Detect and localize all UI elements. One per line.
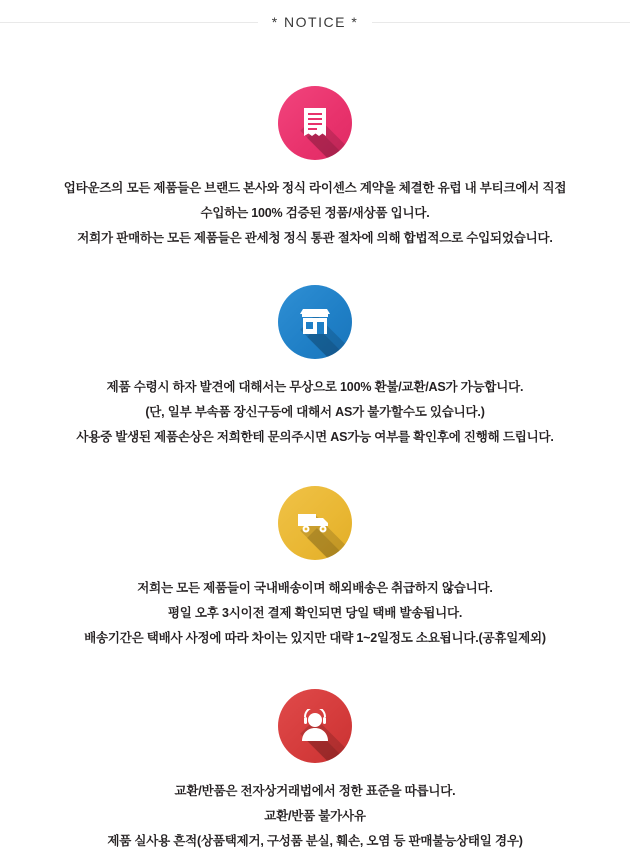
section-1-line-1: 업타운즈의 모든 제품들은 브랜드 본사와 정식 라이센스 계약을 체결한 유럽 내 부티크에서 직접 [63,181,567,195]
section-4-lines [0,779,630,854]
section-1-line-2: 수입하는 100% 검증된 정품/새상품 입니다. [200,206,430,220]
section-1-line-3: 저희가 판매하는 모든 제품들은 관세청 정식 통관 절차에 의해 합법적으로 수입되었습니다. [77,231,553,245]
section-3-line-3: 배송기간은 택배사 사정에 따라 차이는 있지만 대략 1~2일정도 소요됩니다.(공휴일제외) [84,631,546,645]
storefront-icon [278,285,352,359]
section-4-line-3: 제품 실사용 흔적(상품택제거, 구성품 분실, 훼손, 오염 등 판매불능상태일 경우) [107,834,523,848]
receipt-icon [278,86,352,160]
section-1-icon-wrap [0,86,630,160]
section-4-icon-wrap [0,689,630,763]
delivery-truck-icon [278,486,352,560]
notice-section-2 [0,251,630,450]
section-3-icon-wrap [0,486,630,560]
section-2-line-3: 사용중 발생된 제품손상은 저희한테 문의주시면 AS가능 여부를 확인후에 진행해 드립니다. [76,430,554,444]
page-title-text: * NOTICE * [258,14,373,30]
section-2-line-1: 제품 수령시 하자 발견에 대해서는 무상으로 100% 환불/교환/AS가 가능합니다. [106,380,524,394]
section-2-icon-wrap [0,285,630,359]
section-3-line-1: 저희는 모든 제품들이 국내배송이며 해외배송은 취급하지 않습니다. [137,581,493,595]
notice-section-4 [0,651,630,854]
section-4-line-2: 교환/반품 불가사유 [264,809,366,823]
page-title [0,0,630,30]
section-4-line-1: 교환/반품은 전자상거래법에서 정한 표준을 따릅니다. [174,784,456,798]
section-2-line-2: (단, 일부 부속품 장신구등에 대해서 AS가 불가할수도 있습니다.) [145,405,485,419]
section-3-line-2: 평일 오후 3시이전 결제 확인되면 당일 택배 발송됩니다. [167,606,463,620]
section-3-lines [0,576,630,651]
section-1-lines [0,176,630,251]
notice-section-3 [0,450,630,651]
notice-section-1 [0,30,630,251]
section-2-lines [0,375,630,450]
customer-service-icon [278,689,352,763]
